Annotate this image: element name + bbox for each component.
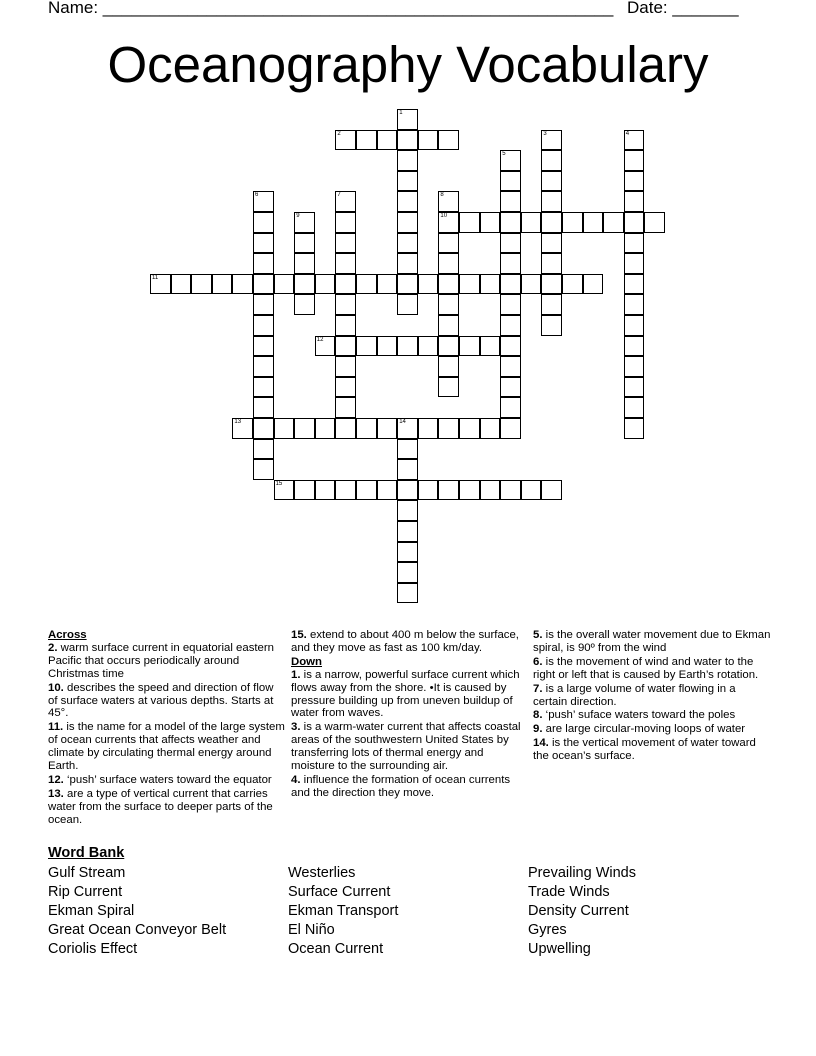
crossword-grid — [150, 109, 666, 605]
crossword-cell[interactable] — [500, 294, 521, 315]
crossword-cell[interactable] — [624, 356, 645, 377]
crossword-cell[interactable] — [521, 212, 542, 233]
crossword-cell[interactable] — [397, 150, 418, 171]
crossword-cell[interactable] — [541, 233, 562, 254]
crossword-cell[interactable] — [480, 336, 501, 357]
crossword-cell[interactable] — [521, 274, 542, 295]
crossword-cell[interactable] — [418, 274, 439, 295]
crossword-cell[interactable] — [253, 274, 274, 295]
crossword-cell[interactable] — [335, 315, 356, 336]
crossword-cell[interactable] — [583, 212, 604, 233]
crossword-cell[interactable] — [335, 377, 356, 398]
word-bank-column-3 — [528, 864, 636, 959]
word-bank-column-2 — [288, 864, 398, 959]
crossword-cell[interactable] — [397, 583, 418, 604]
crossword-cell[interactable] — [274, 480, 295, 501]
crossword-cell[interactable] — [500, 212, 521, 233]
crossword-cell[interactable] — [500, 253, 521, 274]
crossword-cell[interactable] — [232, 274, 253, 295]
crossword-cell[interactable] — [438, 356, 459, 377]
crossword-cell[interactable] — [274, 418, 295, 439]
crossword-cell[interactable] — [294, 253, 315, 274]
crossword-cell[interactable] — [253, 233, 274, 254]
crossword-cell[interactable] — [397, 418, 418, 439]
crossword-cell[interactable] — [541, 191, 562, 212]
crossword-cell[interactable] — [253, 191, 274, 212]
crossword-cell[interactable] — [253, 377, 274, 398]
date-field[interactable]: Date: _______ — [627, 0, 739, 17]
word-bank-item: Westerlies — [288, 865, 356, 881]
crossword-cell[interactable] — [541, 253, 562, 274]
crossword-cell[interactable] — [294, 212, 315, 233]
down-clue: 9. are large circular-moving loops of water — [533, 723, 746, 736]
crossword-cell[interactable] — [315, 418, 336, 439]
across-clue: 12. ‘push’ surface waters toward the equator — [48, 773, 272, 786]
crossword-cell[interactable] — [397, 294, 418, 315]
crossword-cell[interactable] — [500, 356, 521, 377]
crossword-cell[interactable] — [335, 418, 356, 439]
across-clue: 13. are a type of vertical current that carries water from the surface to deeper parts of the ocean. — [48, 787, 273, 826]
crossword-cell[interactable] — [253, 356, 274, 377]
crossword-cell[interactable] — [253, 212, 274, 233]
across-heading: Across — [48, 629, 87, 641]
crossword-cell[interactable] — [500, 233, 521, 254]
across-clue: 2. warm surface current in equatorial eastern Pacific that occurs periodically around Christmas time — [48, 641, 275, 680]
crossword-cell[interactable] — [294, 274, 315, 295]
word-bank-item: Upwelling — [528, 941, 591, 957]
word-bank-title: Word Bank — [48, 845, 125, 861]
crossword-cell[interactable] — [500, 418, 521, 439]
crossword-cell[interactable] — [459, 418, 480, 439]
crossword-cell[interactable] — [480, 274, 501, 295]
crossword-cell[interactable] — [294, 294, 315, 315]
crossword-cell[interactable] — [356, 336, 377, 357]
clue-number: 5 — [502, 151, 506, 158]
crossword-cell[interactable] — [438, 480, 459, 501]
crossword-cell[interactable] — [541, 150, 562, 171]
crossword-cell[interactable] — [480, 418, 501, 439]
crossword-cell[interactable] — [397, 253, 418, 274]
crossword-cell[interactable] — [397, 212, 418, 233]
crossword-cell[interactable] — [294, 233, 315, 254]
word-bank-item: Density Current — [528, 903, 629, 919]
crossword-cell[interactable] — [397, 459, 418, 480]
crossword-cell[interactable] — [624, 130, 645, 151]
down-clue: 7. is a large volume of water flowing in a certain direction. — [533, 682, 736, 708]
crossword-cell[interactable] — [397, 233, 418, 254]
crossword-cell[interactable] — [397, 480, 418, 501]
crossword-cell[interactable] — [253, 418, 274, 439]
clue-number: 10 — [440, 213, 448, 219]
crossword-cell[interactable] — [335, 356, 356, 377]
crossword-cell[interactable] — [480, 480, 501, 501]
crossword-cell[interactable] — [315, 274, 336, 295]
crossword-cell[interactable] — [418, 418, 439, 439]
crossword-cell[interactable] — [397, 439, 418, 460]
clue-number: 15 — [275, 480, 283, 487]
crossword-cell[interactable] — [274, 274, 295, 295]
crossword-cell[interactable] — [500, 315, 521, 336]
crossword-cell[interactable] — [335, 336, 356, 357]
crossword-cell[interactable] — [397, 109, 418, 130]
crossword-cell[interactable] — [418, 480, 439, 501]
crossword-cell[interactable] — [624, 377, 645, 398]
clue-number: 11 — [152, 274, 159, 281]
crossword-cell[interactable] — [377, 418, 398, 439]
crossword-cell[interactable] — [171, 274, 192, 295]
crossword-cell[interactable] — [541, 130, 562, 151]
crossword-cell[interactable] — [397, 191, 418, 212]
crossword-cell[interactable] — [397, 562, 418, 583]
crossword-cell[interactable] — [335, 191, 356, 212]
crossword-cell[interactable] — [438, 253, 459, 274]
crossword-cell[interactable] — [335, 253, 356, 274]
crossword-cell[interactable] — [397, 336, 418, 357]
crossword-cell[interactable] — [500, 191, 521, 212]
clue-number: 13 — [234, 419, 242, 425]
crossword-cell[interactable] — [438, 130, 459, 151]
crossword-cell[interactable] — [438, 212, 459, 233]
crossword-cell[interactable] — [253, 294, 274, 315]
crossword-cell[interactable] — [624, 418, 645, 439]
crossword-cell[interactable] — [624, 336, 645, 357]
word-bank-item: Surface Current — [288, 884, 391, 900]
crossword-cell[interactable] — [603, 212, 624, 233]
crossword-cell[interactable] — [438, 274, 459, 295]
crossword-cell[interactable] — [459, 336, 480, 357]
crossword-cell[interactable] — [500, 150, 521, 171]
crossword-cell[interactable] — [438, 336, 459, 357]
crossword-cell[interactable] — [624, 150, 645, 171]
crossword-cell[interactable] — [397, 130, 418, 151]
crossword-cell[interactable] — [356, 274, 377, 295]
crossword-cell[interactable] — [294, 480, 315, 501]
crossword-cell[interactable] — [335, 212, 356, 233]
crossword-cell[interactable] — [397, 500, 418, 521]
crossword-cell[interactable] — [294, 418, 315, 439]
crossword-cell[interactable] — [438, 294, 459, 315]
word-bank-item: Great Ocean Conveyor Belt — [48, 922, 227, 938]
crossword-cell[interactable] — [480, 212, 501, 233]
crossword-cell[interactable] — [253, 315, 274, 336]
word-bank-item: Trade Winds — [528, 884, 610, 900]
crossword-cell[interactable] — [459, 274, 480, 295]
clue-number: 12 — [316, 336, 324, 343]
crossword-cell[interactable] — [541, 315, 562, 336]
crossword-cell[interactable] — [624, 274, 645, 295]
crossword-cell[interactable] — [438, 418, 459, 439]
crossword-cell[interactable] — [397, 521, 418, 542]
crossword-cell[interactable] — [315, 480, 336, 501]
crossword-cell[interactable] — [459, 480, 480, 501]
down-clue: 3. is a warm-water current that affects coastal areas of the southwestern United States by transferring lots of thermal energy and moisture to the surrounding air. — [291, 721, 521, 773]
crossword-cell[interactable] — [356, 480, 377, 501]
crossword-cell[interactable] — [356, 130, 377, 151]
crossword-cell[interactable] — [397, 542, 418, 563]
crossword-cell[interactable] — [438, 233, 459, 254]
crossword-cell[interactable] — [191, 274, 212, 295]
crossword-cell[interactable] — [335, 233, 356, 254]
across-clue: 10. describes the speed and direction of flow of surface waters at various depths. Starts at 45°. — [48, 681, 274, 720]
crossword-cell[interactable] — [253, 397, 274, 418]
crossword-cell[interactable] — [377, 130, 398, 151]
crossword-cell[interactable] — [541, 274, 562, 295]
across-clue: 11. is the name for a model of the large system of ocean currents that affects weather and climate by circulating thermal energy around Earth. — [48, 721, 285, 773]
crossword-cell[interactable] — [541, 212, 562, 233]
crossword-cell[interactable] — [541, 171, 562, 192]
down-clue: 14. is the vertical movement of water toward the ocean’s surface. — [533, 737, 756, 763]
word-bank-item: Gulf Stream — [48, 865, 126, 881]
clue-number: 3 — [543, 130, 547, 137]
crossword-cell[interactable] — [562, 274, 583, 295]
clues-column-1 — [48, 629, 286, 828]
name-field[interactable]: Name: ______________________________________________________ — [48, 0, 614, 17]
crossword-cell[interactable] — [624, 397, 645, 418]
across-clue: 15. extend to about 400 m below the surface, and they move as fast as 100 km/day. — [291, 629, 519, 654]
crossword-cell[interactable] — [335, 274, 356, 295]
crossword-cell[interactable] — [624, 294, 645, 315]
crossword-cell[interactable] — [377, 480, 398, 501]
crossword-cell[interactable] — [583, 274, 604, 295]
crossword-cell[interactable] — [644, 212, 665, 233]
crossword-cell[interactable] — [500, 480, 521, 501]
crossword-cell[interactable] — [438, 191, 459, 212]
crossword-cell[interactable] — [232, 418, 253, 439]
crossword-cell[interactable] — [500, 336, 521, 357]
crossword-cell[interactable] — [500, 171, 521, 192]
word-bank-item: Gyres — [528, 922, 567, 938]
crossword-cell[interactable] — [418, 130, 439, 151]
clues-column-2 — [291, 629, 529, 801]
crossword-cell[interactable] — [356, 418, 377, 439]
down-clue: 1. is a narrow, powerful surface current which flows away from the shore. •It is caused by pressure building up from uneven buildup of water from waves. — [291, 668, 520, 720]
crossword-cell[interactable] — [624, 253, 645, 274]
down-clue: 6. is the movement of wind and water to the right or left that is caused by Earth’s rotation. — [533, 655, 759, 681]
word-bank-item: Prevailing Winds — [528, 865, 636, 881]
crossword-cell[interactable] — [459, 212, 480, 233]
crossword-cell[interactable] — [541, 480, 562, 501]
crossword-cell[interactable] — [253, 439, 274, 460]
crossword-cell[interactable] — [624, 212, 645, 233]
crossword-cell[interactable] — [624, 171, 645, 192]
crossword-cell[interactable] — [438, 377, 459, 398]
clue-number: 7 — [337, 192, 341, 199]
crossword-cell[interactable] — [562, 212, 583, 233]
clue-number: 2 — [337, 130, 341, 137]
crossword-cell[interactable] — [438, 315, 459, 336]
crossword-cell[interactable] — [500, 397, 521, 418]
clue-number: 9 — [296, 213, 300, 219]
word-bank-item: Coriolis Effect — [48, 941, 138, 957]
crossword-cell[interactable] — [624, 233, 645, 254]
word-bank-column-1 — [48, 864, 226, 959]
down-clue: 5. is the overall water movement due to Ekman spiral, is 90º from the wind — [533, 629, 771, 654]
down-heading: Down — [291, 655, 323, 668]
crossword-cell[interactable] — [500, 274, 521, 295]
crossword-cell[interactable] — [397, 274, 418, 295]
down-clue: 4. influence the formation of ocean currents and the direction they move. — [291, 773, 511, 799]
crossword-cell[interactable] — [500, 377, 521, 398]
crossword-cell[interactable] — [624, 191, 645, 212]
crossword-cell[interactable] — [624, 315, 645, 336]
word-bank-item: El Niño — [288, 922, 335, 938]
clue-number: 4 — [625, 130, 630, 137]
crossword-cell[interactable] — [335, 480, 356, 501]
clues-column-3 — [533, 629, 771, 764]
crossword-cell[interactable] — [521, 480, 542, 501]
down-clue: 8. ‘push’ suface waters toward the poles — [533, 709, 736, 722]
crossword-cell[interactable] — [377, 274, 398, 295]
page-title: Oceanography Vocabulary — [107, 36, 709, 93]
crossword-cell[interactable] — [315, 336, 336, 357]
crossword-cell[interactable] — [150, 274, 171, 295]
crossword-cell[interactable] — [377, 336, 398, 357]
crossword-cell[interactable] — [212, 274, 233, 295]
clue-number: 1 — [399, 110, 403, 116]
crossword-cell[interactable] — [418, 336, 439, 357]
clue-number: 8 — [440, 192, 444, 199]
word-bank-item: Rip Current — [48, 884, 123, 900]
word-bank-item: Ocean Current — [288, 941, 384, 957]
clue-number: 14 — [399, 419, 406, 425]
word-bank-item: Ekman Spiral — [48, 903, 135, 919]
crossword-cell[interactable] — [335, 130, 356, 151]
crossword-cell[interactable] — [335, 397, 356, 418]
clue-number: 6 — [255, 192, 259, 199]
word-bank-item: Ekman Transport — [288, 903, 399, 919]
crossword-cell[interactable] — [541, 294, 562, 315]
crossword-cell[interactable] — [397, 171, 418, 192]
crossword-cell[interactable] — [253, 459, 274, 480]
crossword-cell[interactable] — [253, 336, 274, 357]
crossword-cell[interactable] — [335, 294, 356, 315]
crossword-cell[interactable] — [253, 253, 274, 274]
